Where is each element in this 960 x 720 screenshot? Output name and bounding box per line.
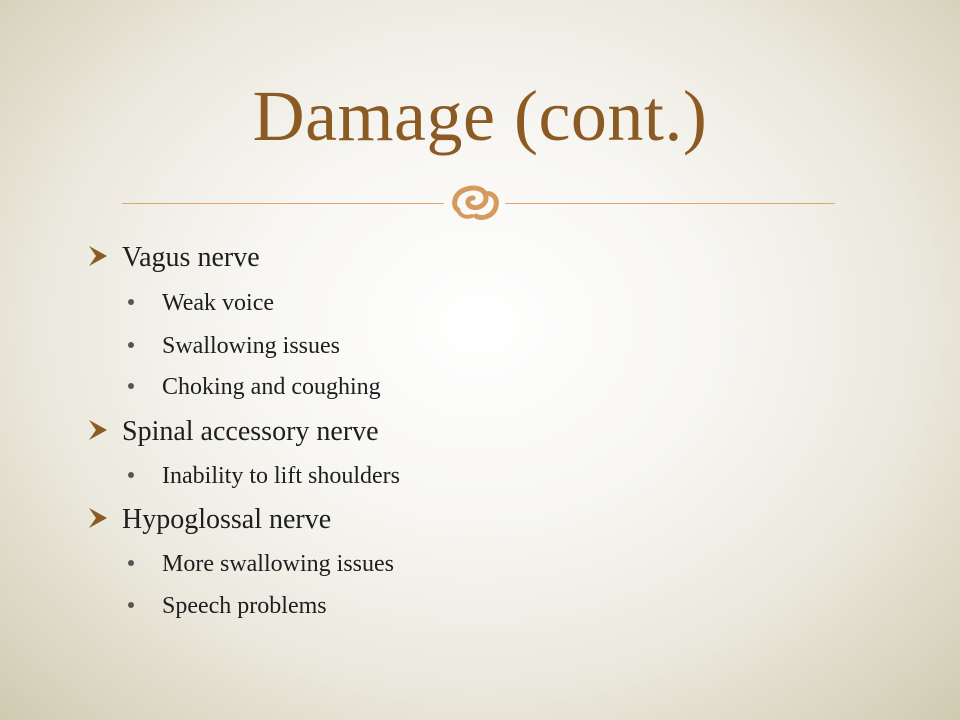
section-heading	[86, 242, 260, 274]
bullet-dot	[128, 342, 134, 348]
list-item	[128, 333, 340, 360]
list-item-label: Weak voice	[162, 290, 275, 316]
bullet-dot	[128, 383, 134, 389]
section-heading-label: Spinal accessory nerve	[122, 416, 379, 447]
bullet-dot	[128, 602, 134, 608]
arrow-bullet-icon	[86, 418, 110, 442]
section-heading	[86, 504, 331, 536]
list-item	[128, 593, 327, 620]
list-item-label: More swallowing issues	[162, 551, 394, 577]
bullet-dot	[128, 299, 134, 305]
section-heading	[86, 416, 379, 448]
arrow-bullet-icon	[86, 506, 110, 530]
list-item-label: Swallowing issues	[162, 333, 341, 359]
list-item-label: Inability to lift shoulders	[162, 463, 400, 489]
list-item	[128, 551, 394, 578]
arrow-bullet-icon	[86, 244, 110, 268]
list-item	[128, 290, 274, 317]
bullet-dot	[128, 560, 134, 566]
bullet-dot	[128, 472, 134, 478]
list-item-label: Speech problems	[162, 593, 327, 619]
list-item-label: Choking and coughing	[162, 374, 381, 400]
section-heading-label: Vagus nerve	[122, 242, 260, 273]
list-item	[128, 374, 381, 401]
section-heading-label: Hypoglossal nerve	[122, 504, 332, 535]
slide-title: Damage (cont.)	[252, 76, 708, 156]
list-item	[128, 463, 400, 490]
